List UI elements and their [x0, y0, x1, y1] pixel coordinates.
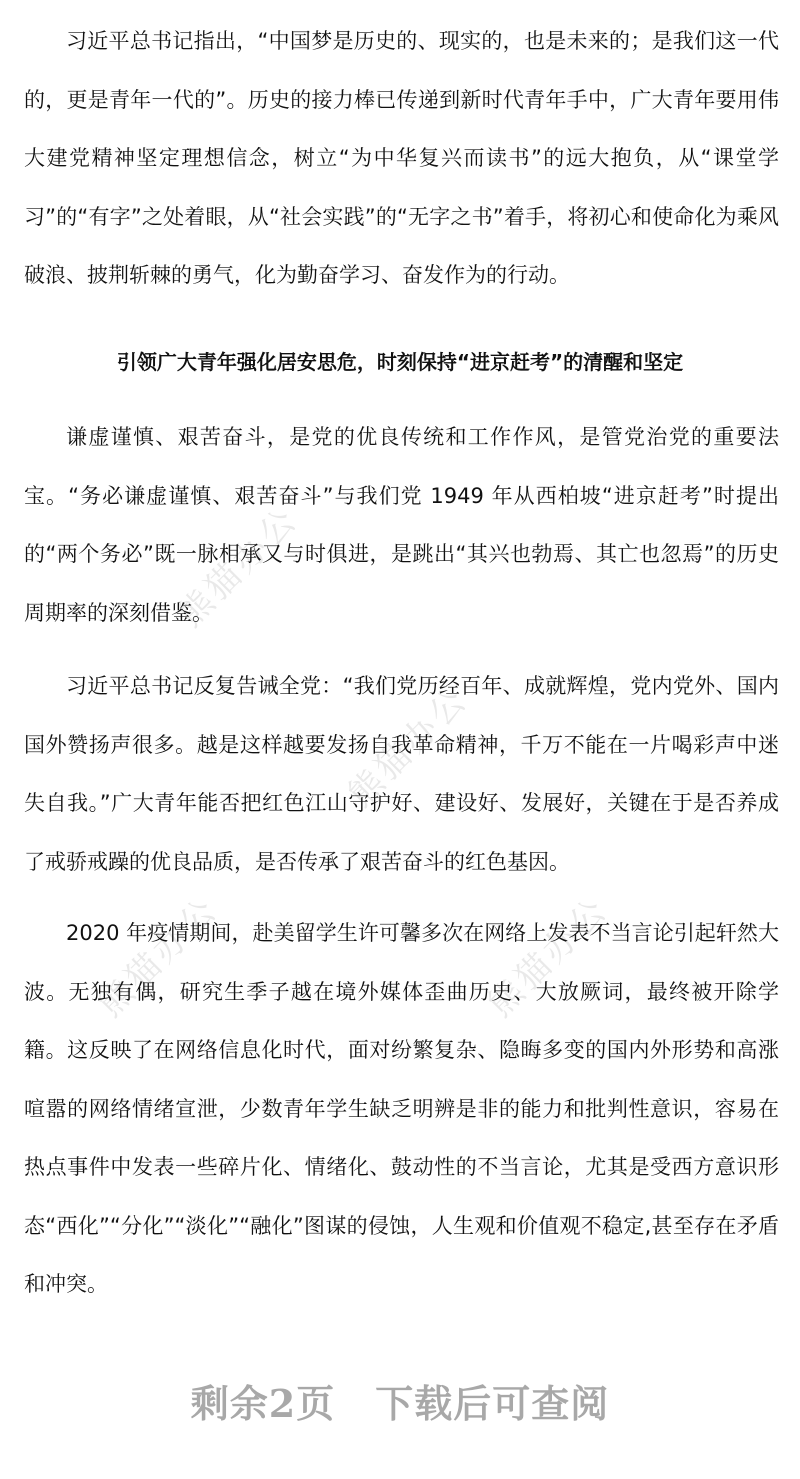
watermark: 熊猫办公: [340, 679, 477, 815]
download-to-view-text: 下载后可查阅: [375, 1381, 610, 1426]
watermark: 熊猫办公: [170, 499, 307, 635]
body-paragraph: 习近平总书记指出，“中国梦是历史的、现实的，也是未来的；是我们这一代的，更是青年一代的”。历史的接力棒已传递到新时代青年手中，广大青年要用伟大建党精神坚定理想信念，树立“为中华复兴而读书”的远大抱负，从“课堂学习”的“有字”之处着眼，从“社会实践”的“无字之书”着手，将初心和使命化为乘风破浪、披荆斩棘的勇气，化为勤奋学习、奋发作为的行动。: [24, 29, 779, 287]
download-prompt[interactable]: [0, 1373, 800, 1428]
remaining-pages-text: 剩余2页: [190, 1381, 336, 1426]
watermark: 熊猫办公: [480, 889, 617, 1025]
watermark: 熊猫办公: [90, 889, 227, 1025]
section-heading: 引领广大青年强化居安思危，时刻保持“进京赶考”的清醒和坚定: [116, 350, 684, 374]
body-paragraph: 习近平总书记反复告诫全党：“我们党历经百年、成就辉煌，党内党外、国内国外赞扬声很多。越是这样越要发扬自我革命精神，千万不能在一片喝彩声中迷失自我。”广大青年能否把红色江山守护好、建设好、发展好，关键在于是否养成了戒骄戒躁的优良品质，是否传承了艰苦奋斗的红色基因。: [24, 674, 779, 874]
body-paragraph: 谦虚谨慎、艰苦奋斗，是党的优良传统和工作作风，是管党治党的重要法宝。“务必谦虚谨慎、艰苦奋斗”与我们党 1949 年从西柏坡“进京赶考”时提出的“两个务必”既一脉相承又与时俱进，是跳出“其兴也勃焉、其亡也忽焉”的历史周期率的深刻借鉴。: [24, 425, 779, 625]
body-paragraph: 2020 年疫情期间，赴美留学生许可馨多次在网络上发表不当言论引起轩然大波。无独有偶，研究生季子越在境外媒体歪曲历史、大放厥词，最终被开除学籍。这反映了在网络信息化时代，面对纷繁复杂、隐晦多变的国内外形势和高涨喧嚣的网络情绪宣泄，少数青年学生缺乏明辨是非的能力和批判性意识，容易在热点事件中发表一些碎片化、情绪化、鼓动性的不当言论，尤其是受西方意识形态“西化”“分化”“淡化”“融化”图谋的侵蚀，人生观和价值观不稳定,甚至存在矛盾和冲突。: [24, 921, 779, 1296]
